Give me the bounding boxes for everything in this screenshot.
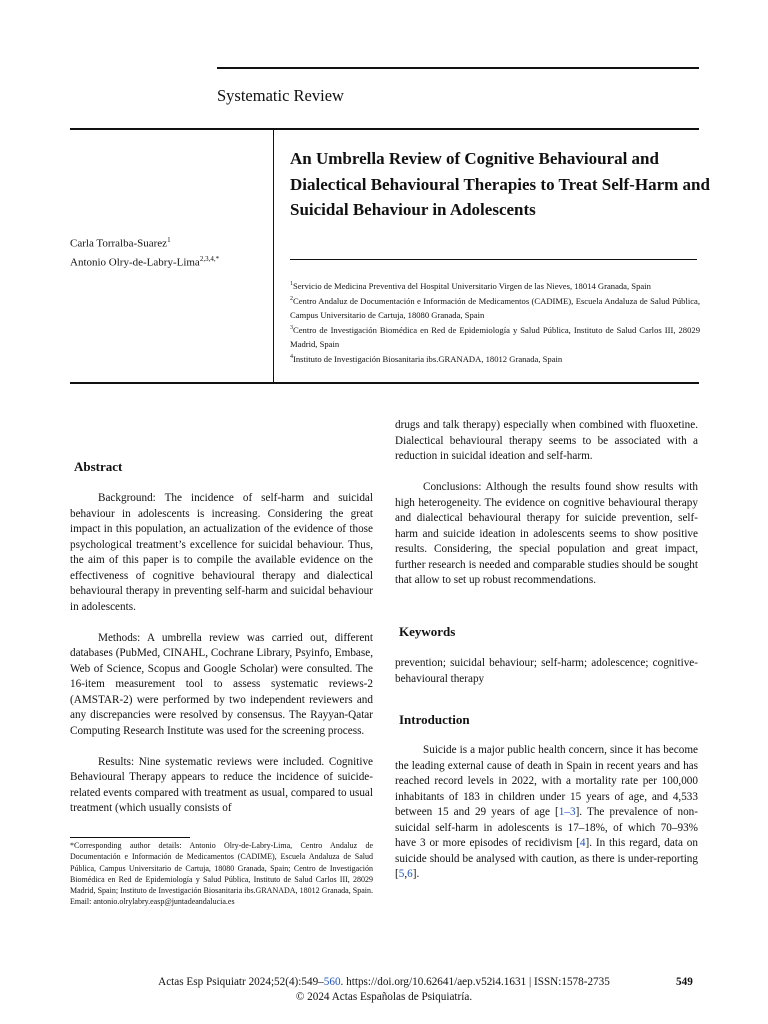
citation-link[interactable]: 6 (407, 868, 413, 880)
section-label: Systematic Review (217, 86, 344, 105)
abstract-methods: Methods: A umbrella review was carried out, different databases (PubMed, CINAHL, Cochrane Library, Psyinfo, Embase, Web of Science, Scopus and Google Scholar) were consulted. The 16-item measurement tool to assess systematic reviews-2 (AMSTAR-2) were performed by two independent reviewers and any discrepancies were resolved by consensus. The Rayyan-Qatar Computing Research Institute was used for the screening process. (70, 631, 373, 737)
author: Carla Torralba-Suarez$^1$ (70, 236, 171, 250)
header-bottom-rule (70, 382, 699, 384)
column-divider (273, 129, 274, 383)
introduction-body (395, 743, 698, 898)
introduction-paragraph: Suicide is a major public health concern, since it has become the leading external cause of death in Spain in recent years and has reached record levels in 2022, with a mortality rate per 100,000 inhabitants of 183 in children under 15 years of age, and 4,533 between 15 and 29 years of age [1–3]. The prevalence of non-suicidal self-harm in adolescents is 17–18%, of which 70–93% have 3 or more episodes of recidivism [4]. In this regard, data on suicide should be analysed with caution, as there is under-reporting [5,6]. (395, 744, 698, 880)
abstract-left-column (70, 491, 373, 832)
abstract-background: Background: The incidence of self-harm and suicidal behaviour in adolescents is increasing. Considering the great impact in this population, an actualization of the evidence of those psychological treatment’s excellence for suicidal behaviour. Thus, the aim of this paper is to compile the available evidence on the effectiveness of cognitive behavioural therapy and dialectical behavioural therapy in preventing self-harm and suicidal behaviour in adolescents. (70, 492, 373, 613)
abstract-right-column (395, 418, 698, 604)
copyright: © 2024 Actas Españolas de Psiquiatría. (295, 991, 473, 1003)
corresponding-author-footnote: *Corresponding author details: Antonio Olry-de-Labry-Lima, Centro Andaluz de Documentación e Información de Medicamentos (CADIME), Escuela Andaluza de Salud Pública, Campus Universitario de Cartuja, 18080 Granada, Spain; Centro de Investigación Biomédica en Red de Epidemiología y Salud Pública, Instituto de Salud Carlos III, 28029 Madrid, Spain; Instituto de Investigación Biosanitaria ibs.GRANADA, 18012 Granada, Spain. Email: antonio.olrylabry.easp@juntadeandalucia.es (70, 841, 373, 907)
keywords-heading: Keywords (399, 624, 456, 639)
affiliation: $^1$Servicio de Medicina Preventiva del Hospital Universitario Virgen de las Nieves, 18014 Granada, Spain (290, 280, 651, 291)
affiliations (290, 278, 700, 366)
abstract-results-continued: drugs and talk therapy) especially when combined with fluoxetine. Dialectical behavioural therapy seems to be associated with a reduction in suicidal ideation and self-harm. (395, 419, 698, 462)
header-rule (70, 128, 699, 130)
introduction-heading: Introduction (399, 712, 470, 727)
abstract-results: Results: Nine systematic reviews were included. Cognitive Behavioural Therapy appears to reduce the incidence of suicide-related events compared with treatment as usual, compared to usual treatment (which usually consists of (70, 755, 373, 814)
end-page-link[interactable]: 560 (323, 976, 341, 988)
article-title: An Umbrella Review of Cognitive Behavioural and Dialectical Behavioural Therapies to Treat Self-Harm and Suicidal Behaviour in Adolescents (290, 149, 710, 219)
abstract-conclusions: Conclusions: Although the results found show results with high heterogeneity. The evidence on cognitive behavioural therapy and dialectical behavioural therapy for suicide prevention, self-harm and suicide ideation in adolescents seems to show positive results. Considering, the special population and great impact, further research is needed and comparable studies should be sought that allow to set up robust recommendations. (395, 481, 698, 586)
title-affil-rule (290, 259, 697, 260)
author-list (70, 233, 219, 270)
top-rule (217, 67, 699, 69)
author: Antonio Olry-de-Labry-Lima$^{2,3,4,*}$ (70, 254, 220, 269)
abstract-heading: Abstract (74, 459, 123, 474)
affiliation: $^2$Centro Andaluz de Documentación e Información de Medicamentos (CADIME), Escuela Andaluza de Salud Pública, Campus Universitario de Cartuja, 18080 Granada, Spain (290, 296, 700, 320)
citation-link[interactable]: 4 (579, 837, 586, 849)
affiliation: $^4$Instituto de Investigación Biosanitaria ibs.GRANADA, 18012 Granada, Spain (290, 353, 563, 364)
journal-citation: Actas Esp Psiquiatr 2024;52(4):549–560. https://doi.org/10.62641/aep.v52i4.1631 | ISSN:1578-2735 (158, 976, 610, 988)
citation-link[interactable]: 5 (398, 868, 405, 880)
citation-link[interactable]: 1–3 (558, 806, 576, 818)
keywords-text: prevention; suicidal behaviour; self-harm; adolescence; cognitive-behavioural therapy (395, 657, 698, 685)
page-number: 549 (676, 976, 693, 988)
affiliation: $^3$Centro de Investigación Biomédica en Red de Epidemiología y Salud Pública, Instituto de Salud Carlos III, 28029 Madrid, Spain (290, 325, 700, 349)
footnote-rule (70, 837, 190, 838)
